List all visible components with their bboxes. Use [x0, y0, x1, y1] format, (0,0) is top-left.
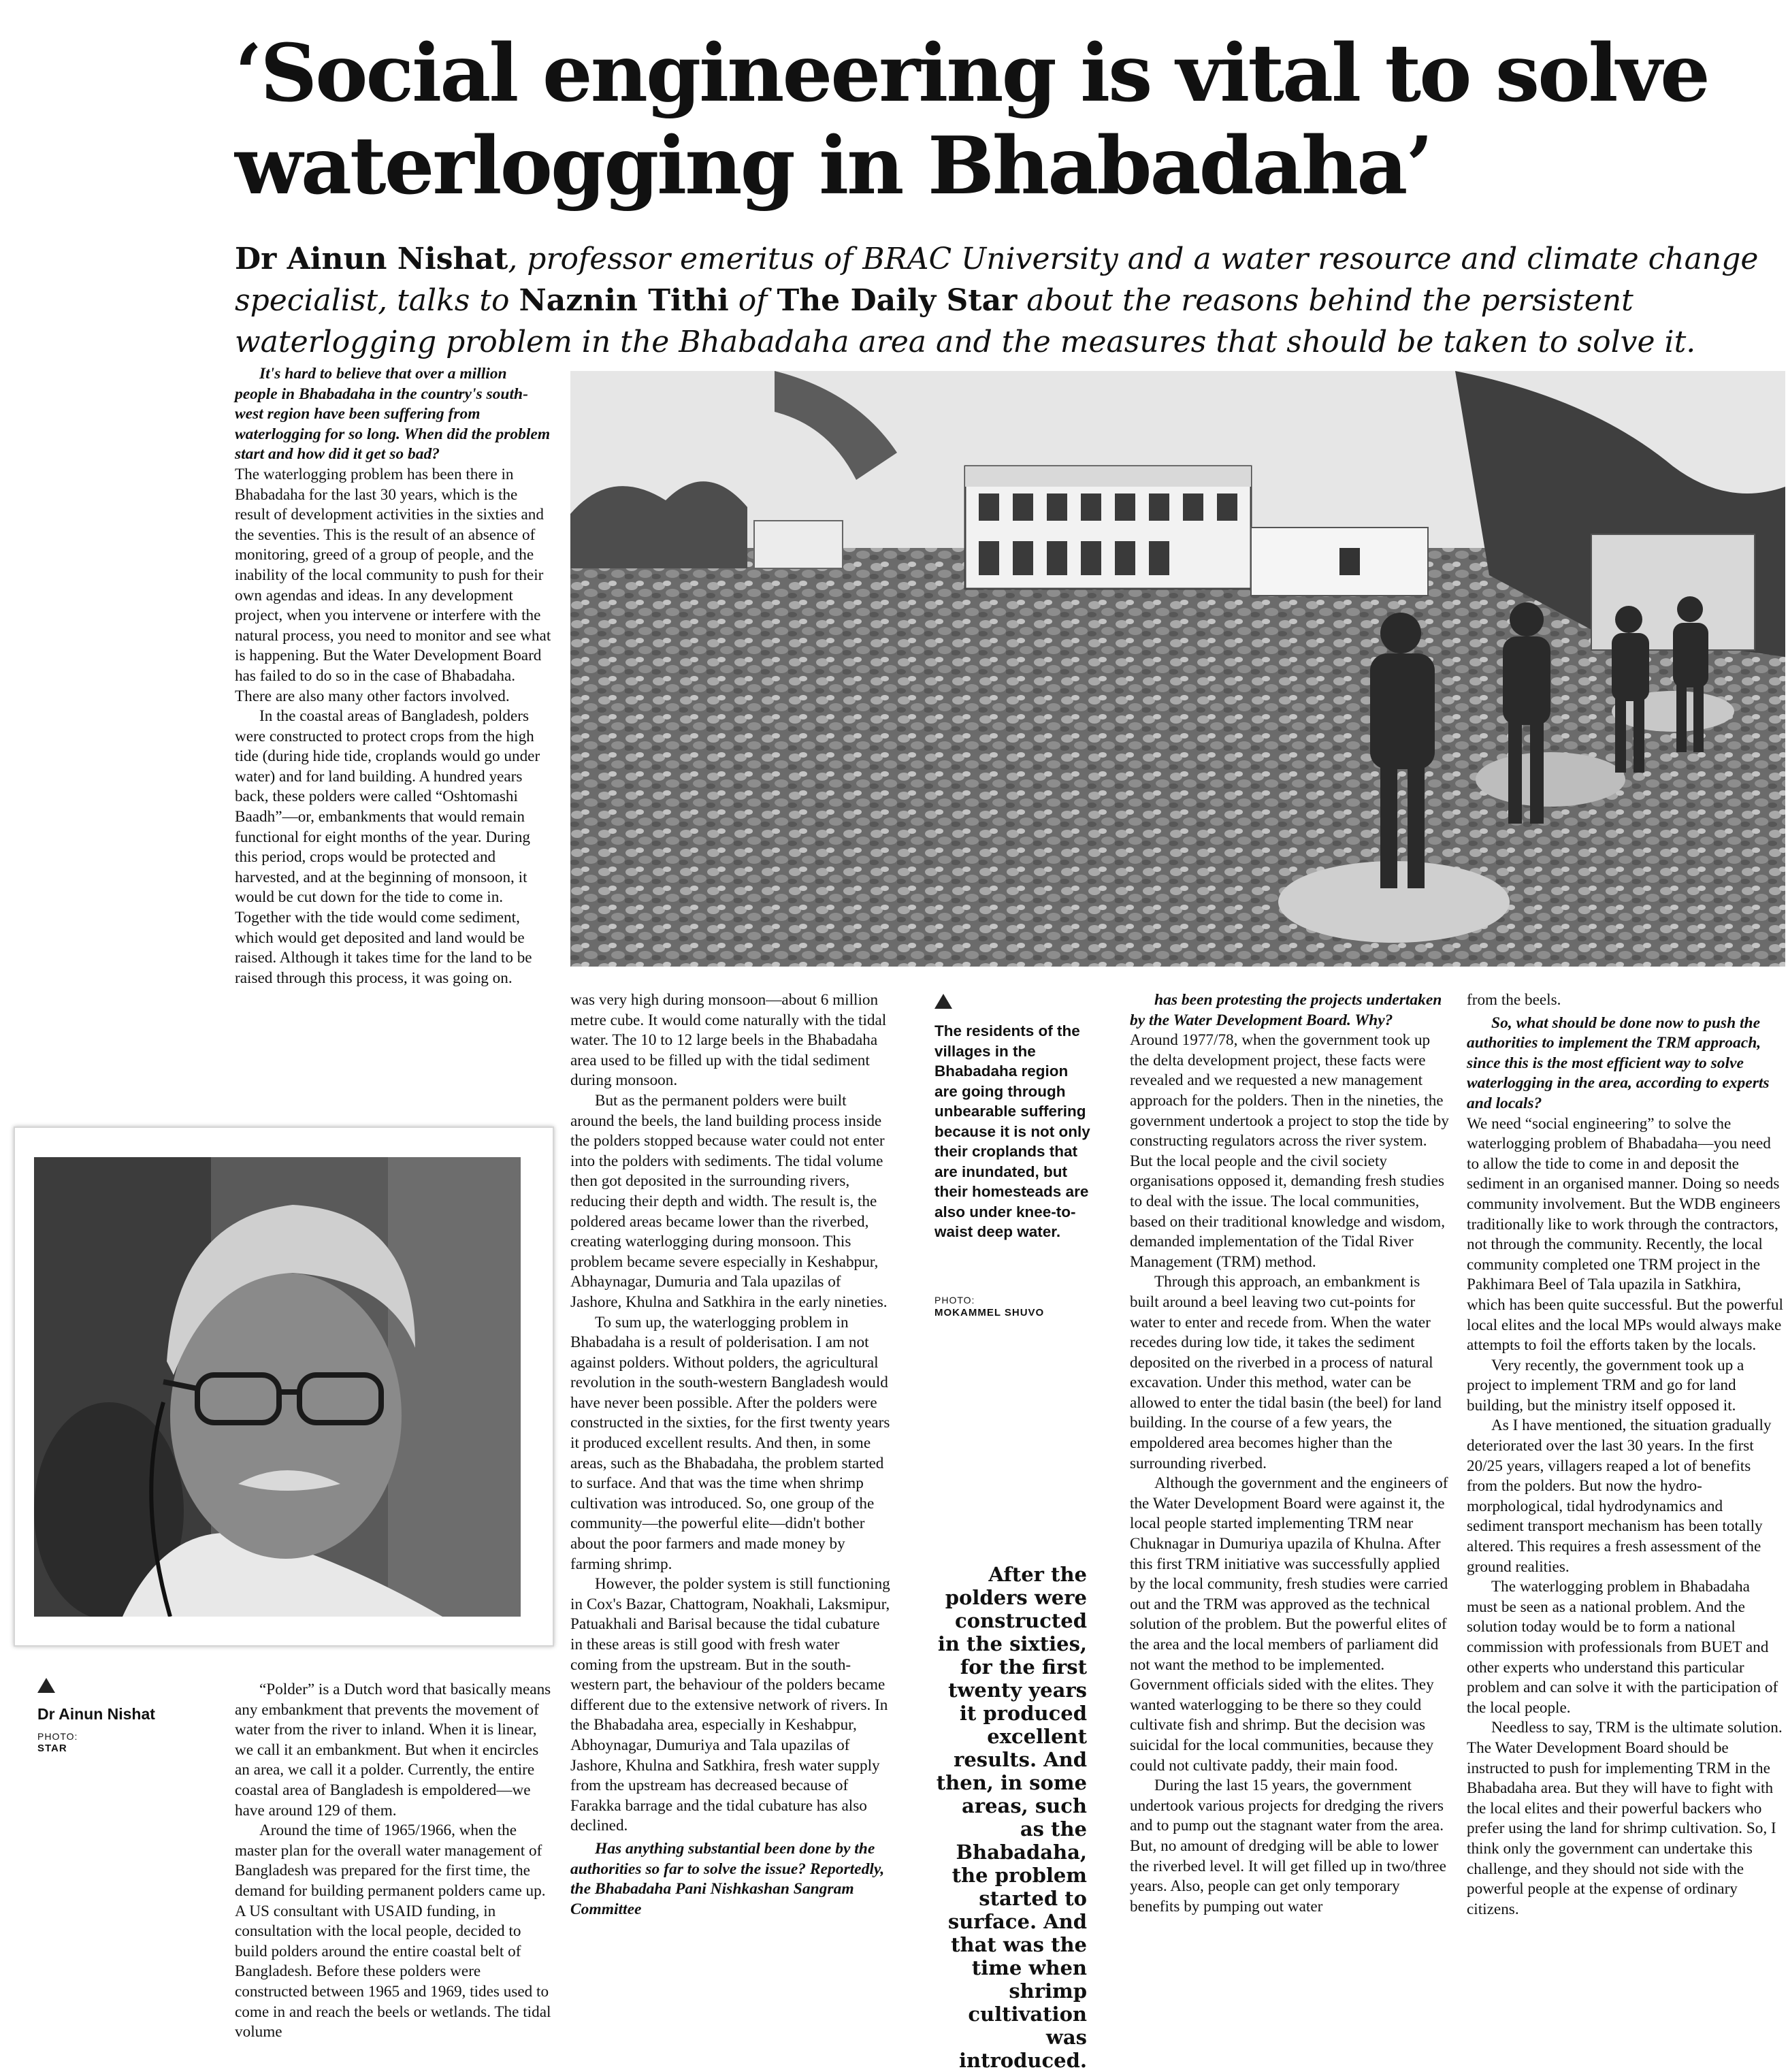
- col3-paragraph-4: However, the polder system is still functioning in Cox's Bazar, Chattogram, Noakhali, Laksmipur, Patuakhali and Barisal because the tidal cubature in these areas is still good with fresh water coming from the upstream. But in the south-western part, the behaviour of the polders became different due to the extensive network of rivers. In the Bhabadaha area, especially in Keshabpur, Abhoynagar, Dumuriya and Tala upazilas of Jashore, Khulna and Satkhira, fresh water supply from the upstream has decreased because of Farakka barrage and the tidal cubature has also declined.: [570, 1575, 890, 1835]
- deck-text-2: of: [728, 283, 777, 318]
- portrait-caption-marker: [37, 1678, 55, 1693]
- column-1: [235, 364, 551, 988]
- pull-quote: After the polders were constructed in the sixties, for the first twenty years it produced excellent results. And then, in some areas, such as the Bhabadaha, the problem started to surface. And that was the time when shrimp cultivation was introduced.: [936, 1563, 1087, 2072]
- photo-caption-marker: [934, 994, 952, 1009]
- question-1: It's hard to believe that over a million people in Bhabadaha in the country's south-west region have been suffering from waterlogging for so long. When did the problem start and how did it get so bad?: [235, 365, 551, 464]
- col5-paragraph-1: Around 1977/78, when the government took up the delta development project, these facts were revealed and we requested a new management approach for the polders. Then in the nineties, the government undertook a project to stop the tide by constructing regulators across the river system. But the local people and the civil society organisations opposed it, demanding fresh studies to deal with the issue. The local communities, based on their traditional knowledge and wisdom, demanded implementation of the Tidal River Management (TRM) method.: [1130, 1031, 1449, 1271]
- portrait-credit-label: PHOTO:: [37, 1731, 78, 1742]
- column-6: [1467, 990, 1783, 1920]
- portrait-credit: STAR: [37, 1743, 67, 1754]
- col6-paragraph-0: from the beels.: [1467, 991, 1561, 1009]
- headline: ‘Social engineering is vital to solve waterlogging in Bhabadaha’: [235, 27, 1708, 212]
- deck: [235, 238, 1766, 363]
- col3-paragraph-2: But as the permanent polders were built around the beels, the land building process inside the polders stopped because water could not enter into the polders with sediments. The tidal volume then got deposited in the surrounding rivers, reducing their depth and width. The result is, the poldered areas became lower than the riverbed, creating waterlogging during monsoon. This problem became severe especially in Keshabpur, Abhaynagar, Dumuria and Tala upazilas of Jashore, Khulna and Satkhira in the early nineties.: [570, 1091, 888, 1311]
- main-photo: [570, 371, 1785, 967]
- col5-paragraph-3: Although the government and the engineers of the Water Development Board were against it, the local people started implementing TRM near Chuknagar in Dumuriya upazila of Khulna. After this first TRM initiative was successfully applied by the local community, fresh studies were carried out and the TRM was approved as the technical solution of the problem. But the powerful elites of the area and the local members of parliament did not want the method to be implemented. Government officials sided with the elites. They wanted waterlogging to be there so they could cultivate fish and shrimp. But the decision was suicidal for the local communities, because they could not cultivate paddy, their main food.: [1130, 1474, 1448, 1775]
- deck-text-1: , professor emeritus of BRAC University and a water resource and climate change specialist, talks to: [235, 242, 1759, 318]
- deck-paper-name: The Daily Star: [777, 283, 1018, 318]
- col3-paragraph-1: was very high during monsoon—about 6 million metre cube. It would come naturally with the tidal water. The 10 to 12 large beels in the Bhabadaha area used to be filled up with the tidal sediment during monsoon.: [570, 991, 887, 1090]
- col6-paragraph-3: As I have mentioned, the situation gradually deteriorated over the last 30 years. In the first 20/25 years, villagers reaped a lot of benefits from the polders. But now the hydro-morphological, tidal hydrodynamics and sediment transport mechanism has been totally altered. This requires a fresh assessment of the ground realities.: [1467, 1417, 1772, 1576]
- question-3: So, what should be done now to push the authorities to implement the TRM approach, since this is the most efficient way to solve waterlogging in the area, according to experts and locals?: [1467, 1014, 1770, 1112]
- portrait-caption: Dr Ainun Nishat: [37, 1705, 155, 1723]
- column-2: [235, 1680, 551, 2043]
- col2-paragraph-1: “Polder” is a Dutch word that basically means any embankment that prevents the movement of water from the river to inland. When it is linear, we call it an embankment. But when it encircles an area, we call it a polder. Currently, the entire coastal area of Bangladesh is empoldered—we have around 129 of them.: [235, 1681, 551, 1819]
- col6-paragraph-2: Very recently, the government took up a project to implement TRM and go for land building, but the ministry itself opposed it.: [1467, 1356, 1744, 1414]
- col1-paragraph-2: In the coastal areas of Bangladesh, polders were constructed to protect crops from the high tide (during hide tide, croplands would go under water) and for land building. A hundred years back, these polders were called “Oshtomashi Baadh”—or, embankments that would remain functional for eight months of the year. During this period, crops would be protected and harvested, and at the beginning of monsoon, it would be cut down for the tide to come in. Together with the tide would come sediment, which would get deposited and land would be raised. Although it takes time for the land to be raised through this process, it was going on.: [235, 707, 540, 987]
- col2-paragraph-2: Around the time of 1965/1966, when the master plan for the overall water management of Bangladesh was prepared for the first time, the demand for building permanent polders came up. A US consultant with USAID funding, in consultation with the local people, decided to build polders around the entire coastal belt of Bangladesh. Before these polders were constructed between 1965 and 1969, tides used to come in and reach the beels or wetlands. The tidal volume: [235, 1822, 551, 2041]
- col6-paragraph-4: The waterlogging problem in Bhabadaha must be seen as a national problem. And the solution today would be to form a national commission with professionals from BUET and other experts who understand this particular problem and can solve it with the participation of the local people.: [1467, 1578, 1778, 1717]
- deck-interviewee: Dr Ainun Nishat: [235, 242, 508, 276]
- portrait-photo: [34, 1157, 521, 1617]
- photo-caption: The residents of the villages in the Bhabadaha region are going through unbearable suffering because it is not only their croplands that are inundated, but their homesteads are also under knee-to-waist deep water.: [934, 1022, 1090, 1240]
- col5-paragraph-4: During the last 15 years, the government undertook various projects for dredging the rivers and to pump out the stagnant water from the area. But, no amount of dredging will be able to lower the riverbed level. It will get filled up in two/three years. Also, people can get only temporary benefits by pumping out water: [1130, 1777, 1446, 1915]
- col3-paragraph-3: To sum up, the waterlogging problem in Bhabadaha is a result of polderisation. I am not against polders. Without polders, the agricultural revolution in the south-western Bangladesh would have never been possible. After the polders were constructed in the sixties, for the first twenty years it produced excellent results. And then, in some areas, such as the Bhabadaha, the problem started to surface. And that was the time when shrimp cultivation was introduced. So, one group of the community—the powerful elite—didn't bother about the poor farmers and made money by farming shrimp.: [570, 1313, 890, 1573]
- photo-credit: MOKAMMEL SHUVO: [934, 1307, 1045, 1318]
- col5-paragraph-2: Through this approach, an embankment is built around a beel leaving two cut-points for water to enter and recede from. When the water recedes during low tide, it takes the sediment deposited on the riverbed in a process of natural excavation. Under this method, water can be allowed to enter the tidal basin (the beel) for land building. In the course of a few years, the empoldered area becomes higher than the surrounding riverbed.: [1130, 1273, 1442, 1472]
- col6-paragraph-5: Needless to say, TRM is the ultimate solution. The Water Development Board should be instructed to push for implementing TRM in the Bhabadaha area. But they will have to fight with the local elites and their powerful backers who prefer using the land for shrimp cultivation. So, I think only the government can undertake this challenge, and they should not side with the powerful people at the expense of ordinary citizens.: [1467, 1719, 1783, 1918]
- photo-credit-label: PHOTO:: [934, 1295, 975, 1306]
- deck-text-3: about the reasons behind the persistent waterlogging problem in the Bhabadaha area and the measures that should be taken to solve it.: [235, 283, 1696, 359]
- question-2: Has anything substantial been done by the authorities so far to solve the issue? Reportedly, the Bhabadaha Pani Nishkashan Sangram Committee: [570, 1839, 885, 1918]
- column-5: [1130, 990, 1450, 1917]
- deck-interviewer: Naznin Tithi: [519, 283, 729, 318]
- col6-paragraph-1: We need “social engineering” to solve the waterlogging problem of Bhabadaha—you need to allow the tide to come in and deposit the sediment in an organised manner. Doing so needs community involvement. But the WDB engineers traditionally like to work through the contractors, not through the community. Recently, the local community completed one TRM project in the Pakhimara Beel of Tala upazila in Satkhira, which has been quite successful. But the powerful local elites and the local MPs would always make attempts to foil the efforts taken by the locals.: [1467, 1114, 1783, 1355]
- question-2-continued: has been protesting the projects undertaken by the Water Development Board. Why?: [1130, 991, 1442, 1029]
- column-3: [570, 990, 890, 1920]
- col1-paragraph-1: The waterlogging problem has been there in Bhabadaha for the last 30 years, which is the result of development activities in the sixties and the seventies. This is the result of an absence of monitoring, greed of a group of people, and the inability of the local community to push for their own agendas and ideas. In any development project, when you intervene or interfere with the natural process, you need to monitor and see what is happening. But the Water Development Board has failed to do so in the case of Bhabadaha. There are also many other factors involved.: [235, 465, 551, 705]
